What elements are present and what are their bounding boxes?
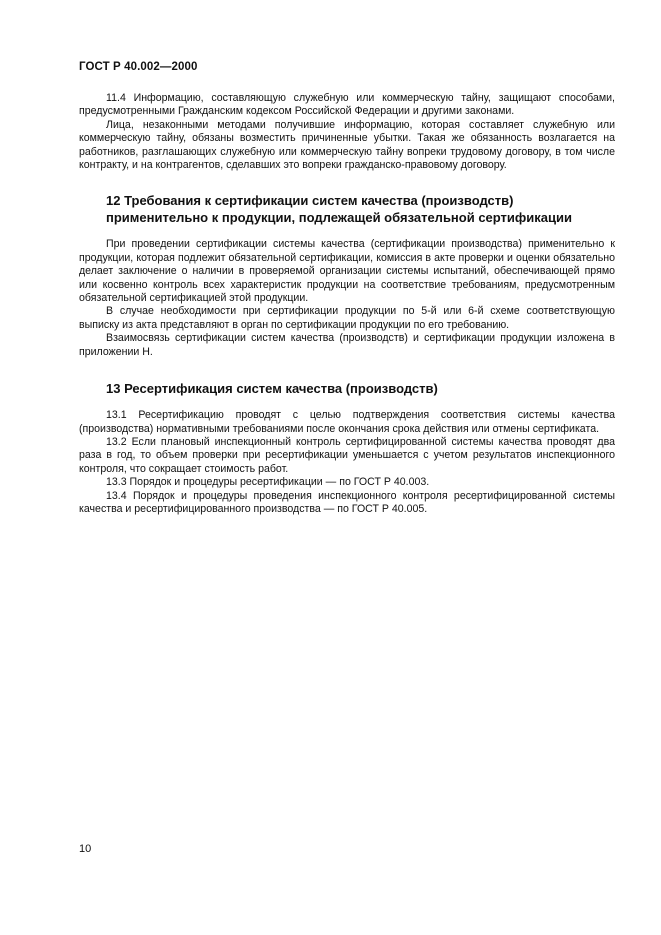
- section-13-heading: 13 Ресертификация систем качества (производств): [106, 381, 438, 397]
- paragraph-12-3: Взаимосвязь сертификации систем качества (производств) и сертификации продукции изложена в приложении Н.: [79, 332, 615, 358]
- paragraph-12-1: При проведении сертификации системы качества (сертификации производства) применительно к продукции, которая подлежит обязательной сертификации, комиссия в акте проверки и оценки обязательно делает заключение о наличии в проверяемой организации системы испытаний, обеспечивающей прямо или косвенно контроль всех характеристик продукции на соответствие требованиям, предусмотренным обязательной сертификацией этой продукции.: [79, 238, 615, 305]
- paragraph-13-3: 13.3 Порядок и процедуры ресертификации — по ГОСТ Р 40.003.: [106, 476, 430, 489]
- paragraph-13-1: 13.1 Ресертификацию проводят с целью подтверждения соответствия системы качества (производства) нормативными требованиями после окончания срока действия или отмены сертификата.: [79, 409, 615, 435]
- page-number: 10: [79, 843, 92, 855]
- section-12-heading: [106, 192, 615, 226]
- paragraph-11-4: 11.4 Информацию, составляющую служебную или коммерческую тайну, защищают способами, предусмотренными Гражданским кодексом Российской Федерации и другими законами.: [79, 92, 615, 118]
- section-12-title-line2: применительно к продукции, подлежащей обязательной сертификации: [106, 210, 572, 226]
- paragraph-13-2: 13.2 Если плановый инспекционный контроль сертифицированной системы качества проводят два раза в год, то объем проверки при ресертификации уменьшается с учетом результатов инспекционного контроля, что сокращает стоимость работ.: [79, 435, 615, 475]
- paragraph-11-4-cont: Лица, незаконными методами получившие информацию, которая составляет служебную или коммерческую тайну, обязаны возместить причиненные убытки. Такая же обязанность возлагается на работников, разглашающих служебную или коммерческую тайну вопреки трудовому договору, в том числе контракту, и на контрагентов, сделавших это вопреки гражданско-правовому договору.: [79, 118, 615, 172]
- paragraph-13-4: 13.4 Порядок и процедуры проведения инспекционного контроля ресертифицированной системы качества и ресертифицированного производства — по ГОСТ Р 40.005.: [79, 489, 615, 515]
- paragraph-12-2: В случае необходимости при сертификации продукции по 5-й или 6-й схеме соответствующую выписку из акта представляют в орган по сертификации продукции по его требованию.: [79, 305, 615, 331]
- page-content: [79, 92, 615, 516]
- section-12-title-line1: 12 Требования к сертификации систем качества (производств): [106, 193, 514, 209]
- document-header: ГОСТ Р 40.002—2000: [79, 61, 198, 73]
